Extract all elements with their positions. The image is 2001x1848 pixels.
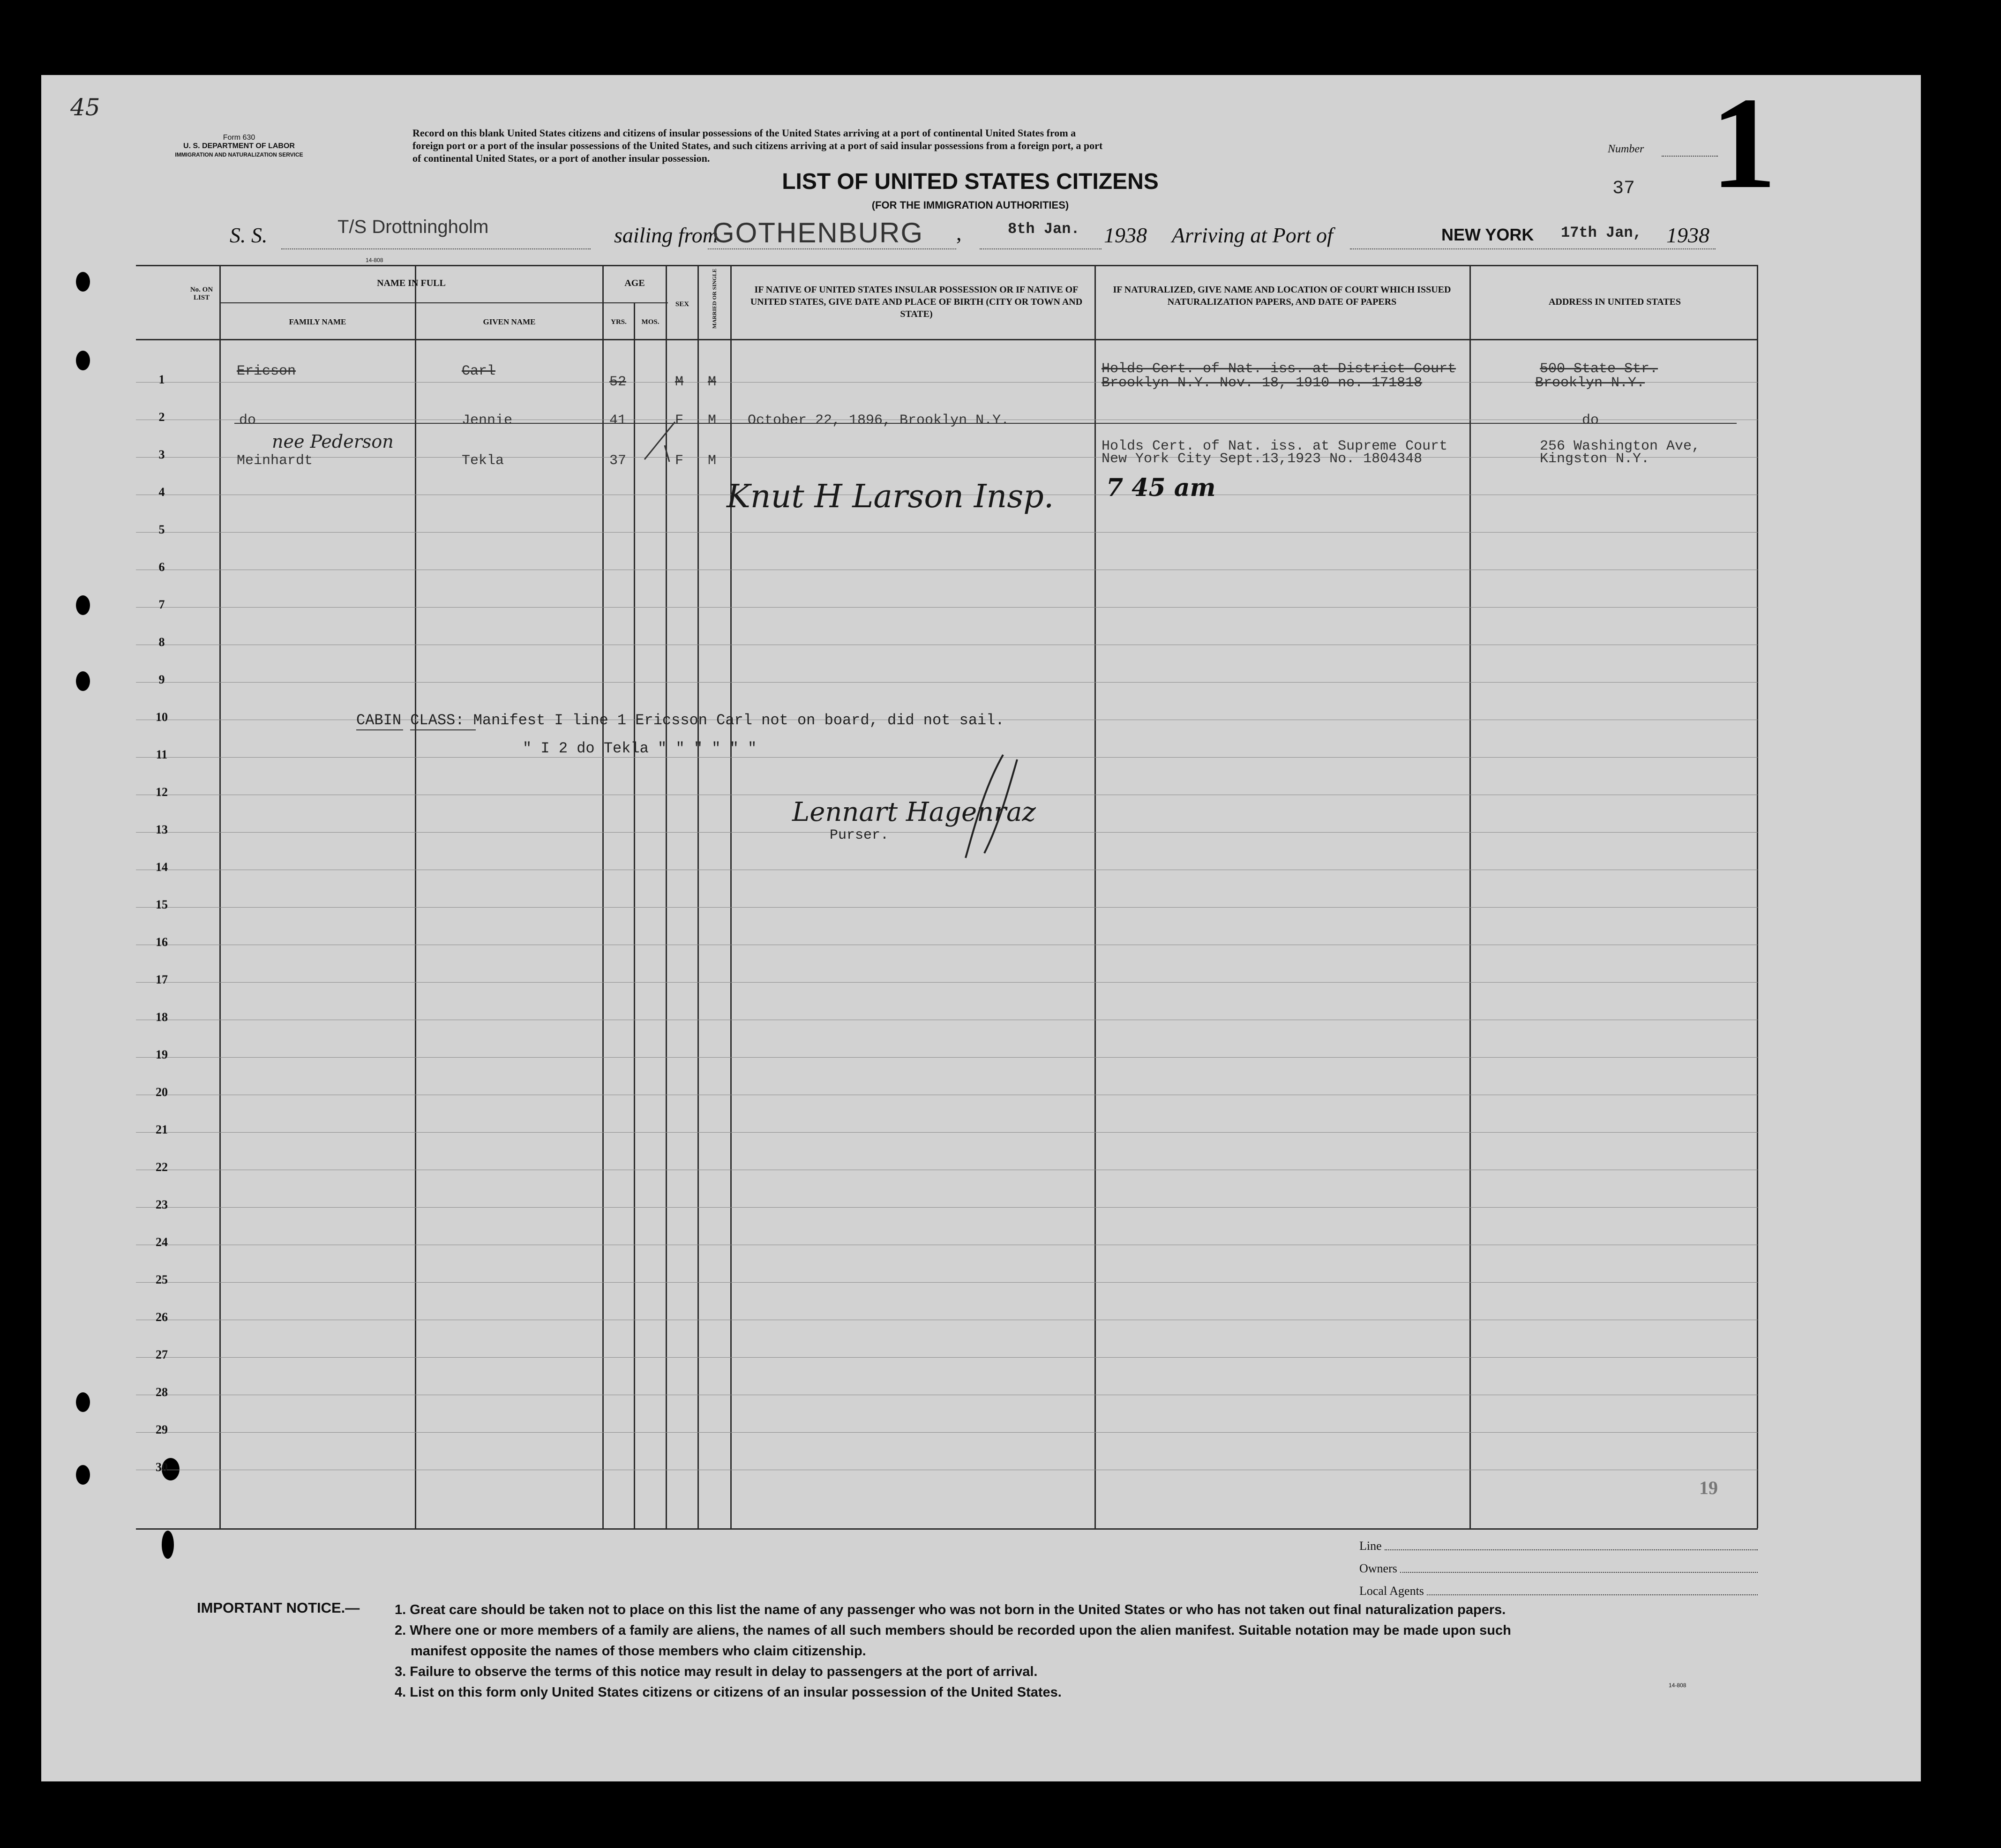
entry-age: 52 (609, 374, 627, 390)
local-agents-field[interactable] (1427, 1594, 1758, 1595)
intro-line: Record on this blank United States citizens and citizens of insular possessions of the United States arriving at a port of continental United States from a (412, 127, 1076, 139)
binder-hole (76, 595, 90, 615)
row-number: 18 (156, 1010, 168, 1024)
footer-fields (1359, 1531, 1758, 1598)
header-married: MARRIED OR SINGLE (711, 268, 718, 329)
row-number: 23 (156, 1198, 168, 1211)
col-divider (1757, 265, 1758, 1528)
notice-item: 3. Failure to observe the terms of this notice may result in delay to passengers at the port of arrival. (395, 1664, 1038, 1679)
row-number: 29 (156, 1423, 168, 1436)
entry-address: Kingston N.Y. (1540, 451, 1650, 467)
manifest-sheet (41, 70, 1921, 1781)
port-to: NEW YORK (1441, 225, 1534, 244)
entry-sex: F (675, 453, 684, 469)
notice-item: 1. Great care should be taken not to place on this list the name of any passenger who was not born in the United States or who has not taken out final naturalization papers. (395, 1602, 1506, 1617)
page-subtitle: (FOR THE IMMIGRATION AUTHORITIES) (871, 199, 1069, 211)
cabin-underline (410, 729, 476, 730)
table-header-divider (136, 339, 1758, 340)
header-sex: SEX (675, 300, 689, 308)
col-divider (730, 265, 732, 1528)
row-number: 14 (156, 860, 168, 874)
department: U. S. DEPARTMENT OF LABOR (183, 142, 295, 150)
header-naturalized: IF NATURALIZED, GIVE NAME AND LOCATION OF COURT WHICH ISSUED NATURALIZATION PAPERS, AND DATE OF PAPERS (1113, 285, 1451, 307)
print-code: 14-808 (366, 257, 383, 263)
row-line (136, 532, 1758, 533)
local-agents-label: Local Agents (1359, 1584, 1424, 1598)
row-line (136, 982, 1758, 983)
row-number: 28 (156, 1385, 168, 1399)
service: IMMIGRATION AND NATURALIZATION SERVICE (175, 151, 303, 158)
notice-item: manifest opposite the names of those members who claim citizenship. (411, 1644, 866, 1659)
inspector-signature: Knut H Larson Insp. (727, 478, 1054, 515)
header-mos: MOS. (641, 318, 660, 326)
row-line (136, 1432, 1758, 1433)
entry-family-name: Meinhardt (237, 453, 313, 469)
row-number: 1 (158, 373, 165, 386)
header-address: ADDRESS IN UNITED STATES (1548, 297, 1681, 307)
entry-family-name: do (239, 413, 256, 428)
port-from: GOTHENBURG (712, 217, 924, 248)
form-number: Form 630 (223, 134, 255, 142)
binder-hole (76, 1465, 90, 1485)
entry-naturalization: New York City Sept.13,1923 No. 1804348 (1102, 451, 1423, 467)
intro-text (412, 127, 1519, 165)
entry-given-name: Jennie (462, 413, 513, 428)
notice-item: 4. List on this form only United States citizens or citizens of an insular possession of the United States. (395, 1685, 1062, 1700)
owners-field[interactable] (1400, 1572, 1758, 1573)
row-number: 8 (158, 635, 165, 649)
header-yrs: YRS. (611, 318, 627, 326)
row-number: 15 (156, 898, 168, 911)
cabin-note: CABIN CLASS: Manifest I line 1 Ericsson Carl not on board, did not sail. (356, 712, 1004, 729)
row-line (136, 382, 1758, 383)
entry-address: do (1582, 413, 1599, 428)
sail-year: 1938 (1104, 223, 1147, 247)
col-divider (602, 265, 604, 1528)
row-line (136, 907, 1758, 908)
header-no: No. ON LIST (190, 286, 213, 301)
row-number: 12 (156, 785, 168, 799)
notice-list (395, 1600, 1511, 1703)
number-underline (1662, 156, 1718, 157)
entry-address: Brooklyn N.Y. (1535, 375, 1645, 391)
entry-birthplace: October 22, 1896, Brooklyn N.Y. (748, 413, 1010, 428)
page-number: 37 (1612, 178, 1635, 199)
ss-label: S. S. (230, 223, 268, 247)
row-number: 6 (158, 560, 165, 574)
row-number: 17 (156, 973, 168, 986)
ship-name: T/S Drottningholm (337, 217, 489, 237)
row-line (136, 1282, 1758, 1283)
comma: , (956, 221, 962, 245)
entry-marital: M (708, 374, 717, 390)
purser-label: Purser. (830, 827, 889, 843)
age-subhead-line (602, 302, 668, 303)
intro-line: of continental United States, or a port of another insular possession. (412, 152, 710, 164)
row-number: 11 (156, 748, 168, 761)
row-number: 10 (156, 710, 168, 724)
row-number: 2 (158, 410, 165, 424)
table-top-border (136, 265, 1758, 266)
row-number: 3 (158, 448, 165, 461)
line-label: Line (1359, 1539, 1382, 1553)
purser-flourish (956, 750, 1027, 863)
entry-marital: M (708, 413, 717, 428)
header-given-name: GIVEN NAME (483, 317, 536, 326)
page-stamp: 19 (1699, 1477, 1718, 1498)
header-name-in-full: NAME IN FULL (377, 278, 446, 288)
sailing-label: sailing from (614, 223, 718, 247)
entry-sex: F (675, 413, 684, 428)
entry-marital: M (708, 453, 717, 469)
table-bottom-border (136, 1528, 1758, 1530)
purser-signature: Lennart Hagenraz (792, 797, 1036, 827)
binder-hole (162, 1531, 174, 1559)
header-age: AGE (624, 278, 645, 288)
col-divider (634, 302, 635, 1528)
sail-date-underline (980, 248, 1102, 249)
row-number: 26 (156, 1310, 168, 1324)
row-number: 22 (156, 1160, 168, 1174)
page-title: LIST OF UNITED STATES CITIZENS (782, 169, 1159, 194)
entry-family-name: Ericson (237, 363, 296, 379)
row-number: 21 (156, 1123, 168, 1136)
entry-given-name: Tekla (462, 453, 504, 469)
header-family-name: FAMILY NAME (289, 317, 346, 326)
row-line (136, 1057, 1758, 1058)
row-line (136, 607, 1758, 608)
col-divider (697, 265, 699, 1528)
row-line (136, 1132, 1758, 1133)
port-to-underline (1350, 248, 1716, 249)
sail-date: 8th Jan. (1008, 220, 1080, 238)
corner-note: 45 (70, 94, 100, 121)
entry-address: 256 Washington Ave, (1540, 438, 1701, 454)
row-number: 4 (158, 485, 165, 499)
binder-hole (76, 671, 90, 691)
entry-naturalization: Holds Cert. of Nat. iss. at Supreme Court (1102, 438, 1448, 454)
intro-line: foreign port or a port of the insular possessions of the United States, and such citizens arriving at a port of said insular possessions from a foreign port, a port (412, 140, 1103, 151)
notice-item: 2. Where one or more members of a family are aliens, the names of all such members should be recorded upon the alien manifest. Suitable notation may be made upon such (395, 1623, 1511, 1638)
entry-naturalization: Brooklyn N.Y. Nov. 18, 1910 no. 171818 (1102, 375, 1423, 391)
form-id (164, 134, 314, 159)
row-line (136, 457, 1758, 458)
entry-naturalization: Holds Cert. of Nat. iss. at District Court (1102, 361, 1456, 377)
notice-title: IMPORTANT NOTICE.— (197, 1600, 360, 1616)
entry-given-name: Carl (462, 363, 496, 379)
entry-age: 41 (609, 413, 627, 428)
cabin-underline (356, 729, 403, 730)
col-divider (219, 265, 221, 1528)
row-number: 13 (156, 823, 168, 836)
entry-age: 37 (609, 453, 627, 469)
row-number: 19 (156, 1048, 168, 1061)
row-line (136, 1207, 1758, 1208)
arrive-date: 17th Jan, (1561, 224, 1642, 241)
row-number: 25 (156, 1273, 168, 1286)
row-line (136, 1357, 1758, 1358)
binder-hole (76, 351, 90, 370)
row-number: 20 (156, 1085, 168, 1099)
cabin-note: " I 2 do Tekla " " " " " " (523, 740, 757, 757)
arrive-year: 1938 (1666, 223, 1709, 247)
footer-code: 14-808 (1669, 1682, 1686, 1689)
entry-address: 500 State Str. (1540, 361, 1658, 377)
col-divider (415, 265, 416, 1528)
time-note: 7 45 am (1106, 473, 1216, 502)
row-number: 16 (156, 935, 168, 949)
entry-annotation: nee Pederson (272, 431, 394, 452)
row-number: 7 (158, 598, 165, 611)
arriving-label: Arriving at Port of (1172, 223, 1333, 247)
check-mark (642, 417, 680, 464)
row-number: 24 (156, 1235, 168, 1249)
col-divider (1469, 265, 1471, 1528)
binder-hole (76, 1392, 90, 1412)
ship-underline (281, 248, 591, 249)
number-value: 1 (1711, 70, 1776, 216)
header-birth: IF NATIVE OF UNITED STATES INSULAR POSSESSION OR IF NATIVE OF UNITED STATES, GIVE DATE AND PLACE OF BIRTH (CITY OR TOWN AND STATE) (750, 285, 1083, 319)
row-number: 30 (156, 1460, 168, 1474)
row-line (136, 757, 1758, 758)
number-label: Number (1608, 143, 1644, 155)
binder-hole (76, 272, 90, 292)
owners-label: Owners (1359, 1562, 1397, 1575)
entry-sex: M (675, 374, 684, 390)
row-number: 27 (156, 1348, 168, 1361)
line-field[interactable] (1385, 1549, 1758, 1550)
row-number: 9 (158, 673, 165, 686)
row-line (136, 682, 1758, 683)
col-divider (1094, 265, 1096, 1528)
name-subhead-line (220, 302, 605, 303)
row-number: 5 (158, 523, 165, 536)
row-line (136, 832, 1758, 833)
